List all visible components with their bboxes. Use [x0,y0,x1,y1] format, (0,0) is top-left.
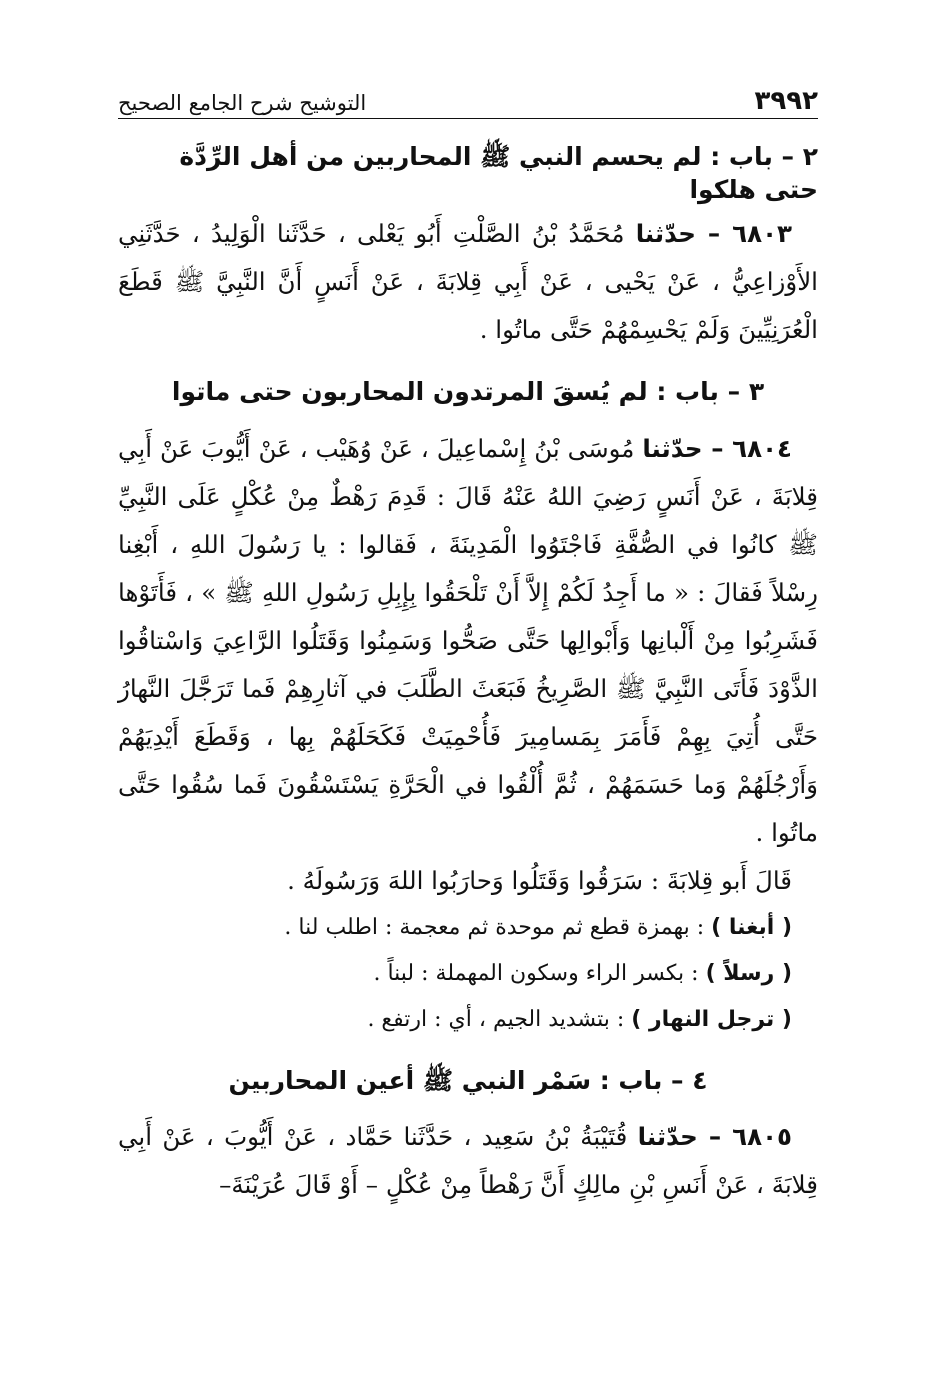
book-page [118,70,818,1209]
hadith-number: ٦٨٠٤ – حدّثنا [642,433,792,463]
chapter-heading-2: ٢ – باب : لم يحسم النبي ﷺ المحاربين من أهل الرِّدَّة حتى هلكوا [179,142,818,204]
footnote-note [118,905,818,951]
hadith-6804 [118,425,818,857]
note-term: ( رسلاً ) [705,960,792,986]
note-text: : بهمزة قطع ثم موحدة ثم معجمة : اطلب لنا . [284,914,712,940]
hadith-text: مُحَمَّدُ بْنُ الصَّلْتِ أَبُو يَعْلى ، حَدَّثَنا الْوَلِيدُ ، حَدَّثَنِي الأَوْزاعِيُّ ، عَنْ يَحْيى ، عَنْ أَبِي قِلابَةَ ، عَنْ أَنَسٍ أَنَّ النَّبِيَّ ﷺ قَطَعَ الْعُرَنِيِّينَ وَلَمْ يَحْسِمْهُمْ حَتَّى ماتُوا . [118,219,818,344]
book-title: التوشيح شرح الجامع الصحيح [118,91,367,115]
chapter-heading-4: ٤ – باب : سَمْر النبي ﷺ أعين المحاربين [228,1065,708,1095]
page-number: ٣٩٩٢ [754,86,818,116]
hadith-text: قُتَيْبَةُ بْنُ سَعِيد ، حَدَّثَنا حَمَّاد ، عَنْ أَيُّوبَ ، عَنْ أَبِي قِلابَةَ ، عَنْ أَنَسِ بْنِ مالِكٍ أَنَّ رَهْطاً مِنْ عُكْلٍ – أَوْ قَالَ عُرَيْنَةَ– [118,1122,818,1199]
hadith-commentary: قَالَ أَبو قِلابَةَ : سَرَقُوا وَقَتَلُوا وَحارَبُوا اللهَ وَرَسُولَهُ . [287,865,792,895]
hadith-number: ٦٨٠٣ – حدّثنا [635,219,792,248]
note-term: ( أبغنا ) [711,914,792,940]
footnote-note [118,997,818,1043]
note-term: ( ترجل النهار ) [631,1006,792,1032]
hadith-number: ٦٨٠٥ – حدّثنا [637,1122,792,1151]
note-text: : بتشديد الجيم ، أي : ارتفع . [367,1006,632,1032]
hadith-text: مُوسَى بْنُ إِسْماعِيلَ ، عَنْ وُهَيْب ، عَنْ أَيُّوبَ عَنْ أَبِي قِلابَةَ ، عَنْ أَنَسٍ رَضِيَ اللهُ عَنْهُ قَالَ : قَدِمَ رَهْطٌ مِنْ عُكْلٍ عَلَى النَّبِيِّ ﷺ كانُوا في الصُّفَّةِ فَاجْتَوُوا الْمَدِينَةَ ، فَقالوا : يا رَسُولَ اللهِ ، أَبْغِنا رِسْلاً فَقالَ : « ما أَجِدُ لَكُمْ إِلاَّ أَنْ تَلْحَقُوا بِإِبِلِ رَسُولِ اللهِ ﷺ » ، فَأَتَوْها فَشَرِبُوا مِنْ أَلْبانِها وَأَبْوالِها حَتَّى صَحُّوا وَسَمِنُوا وَقَتَلُوا الرَّاعِيَ وَاسْتاقُوا الذَّوْدَ فَأَتَى النَّبِيَّ ﷺ الصَّرِيخُ فَبَعَثَ الطَّلَبَ في آثارِهِمْ فَما تَرَجَّلَ النَّهارُ حَتَّى أُتِيَ بِهِمْ فَأَمَرَ بِمَسامِيرَ فَأُحْمِيَتْ فَكَحَلَهُمْ بِها ، وَقَطَعَ أَيْدِيَهُمْ وَأَرْجُلَهُمْ وَما حَسَمَهُمْ ، ثُمَّ أُلْقُوا في الْحَرَّةِ يَسْتَسْقُونَ فَما سُقُوا حَتَّى ماتُوا . [118,433,818,847]
footnote-note [118,951,818,997]
hadith-6803 [118,210,818,354]
hadith-6805 [118,1113,818,1209]
running-header [118,70,818,119]
note-text: : بكسر الراء وسكون المهملة : لبناً . [373,960,706,986]
chapter-heading-3: ٣ – باب : لم يُسقَ المرتدون المحاربون حتى ماتوا [171,377,765,406]
